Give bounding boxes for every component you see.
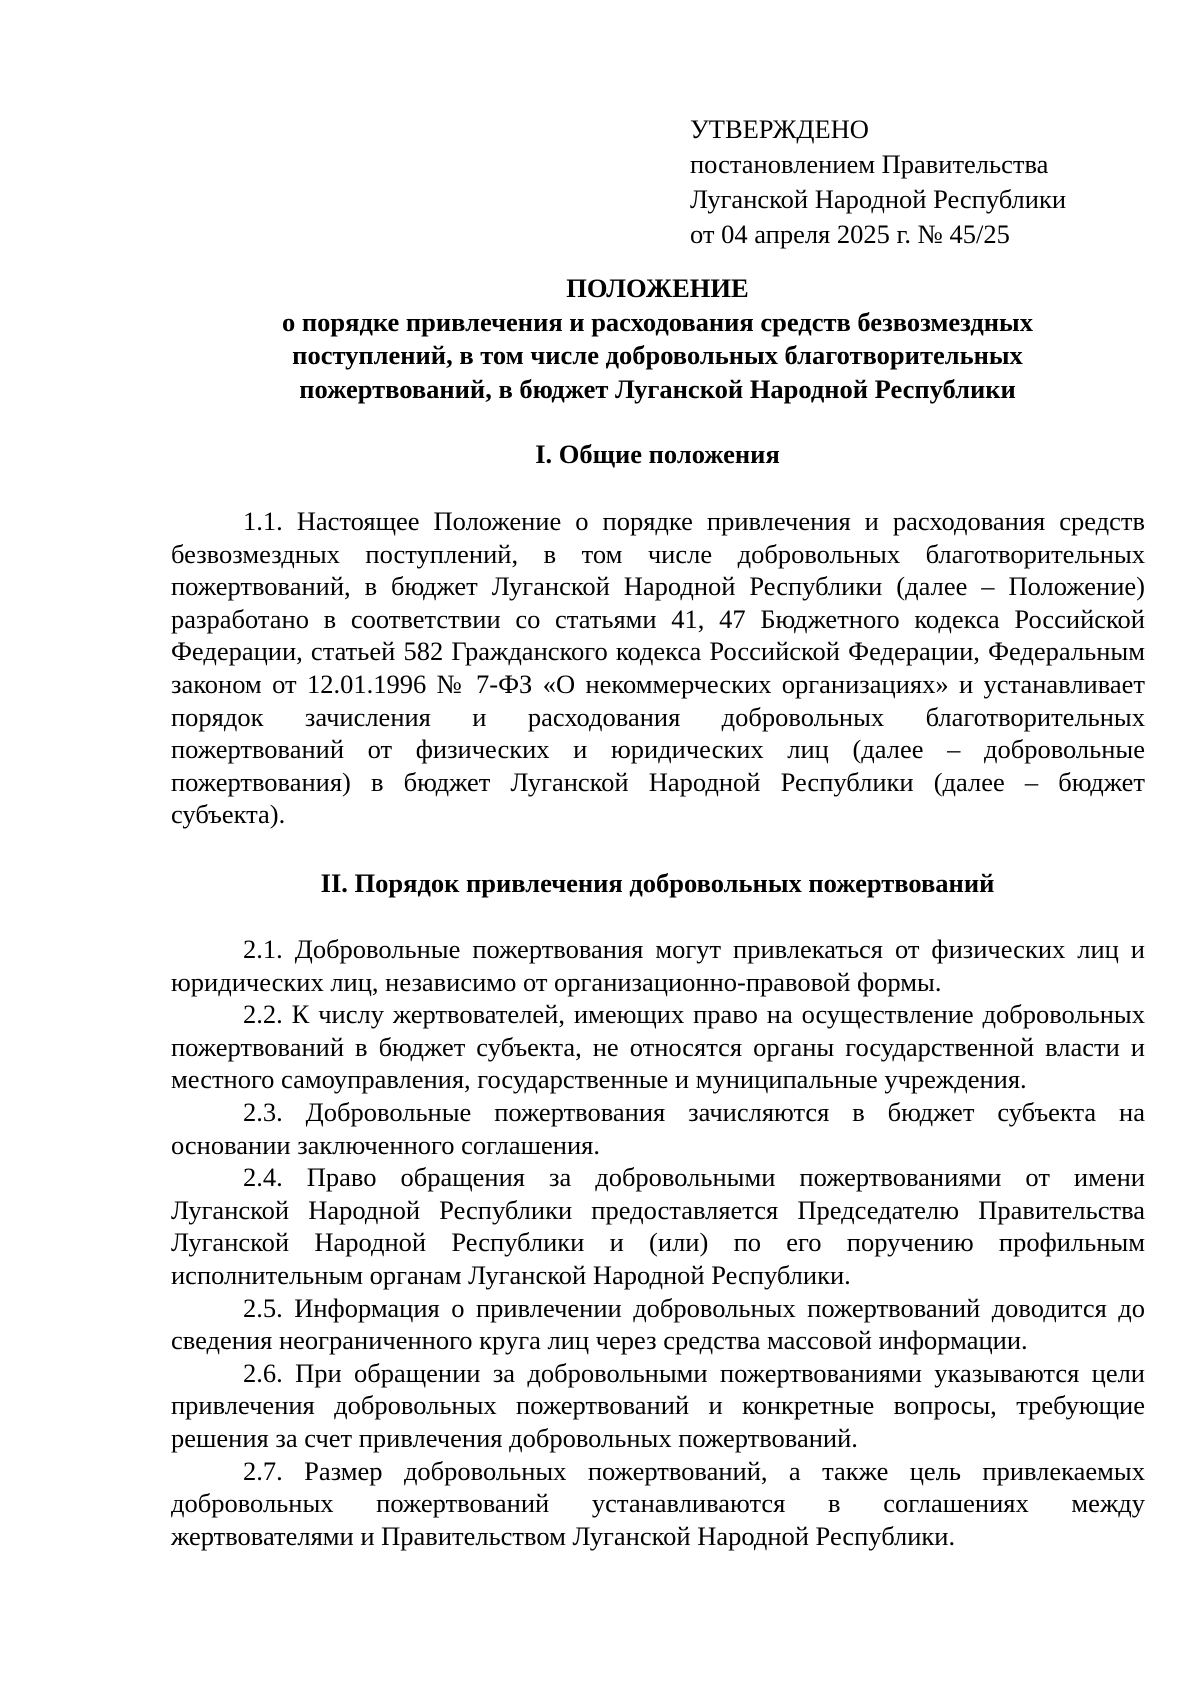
paragraph-2-4: 2.4. Право обращения за добровольными пожертвованиями от имени Луганской Народной Республики предоставляется Председателю Правительства Луганской Народной Республики и (или) по его поручению профильным исполнительным органам Луганской Народной Республики.: [171, 1162, 1145, 1290]
paragraph-2-2: 2.2. К числу жертвователей, имеющих право на осуществление добровольных пожертвований в бюджет субъекта, не относятся органы государственной власти и местного самоуправления, государственные и муниципальные учреждения.: [171, 999, 1145, 1095]
approval-line: УТВЕРЖДЕНО: [690, 114, 869, 144]
title-subtitle-line: поступлений, в том числе добровольных благотворительных: [292, 340, 1023, 370]
approval-date-line: от 04 апреля 2025 г. № 45/25: [690, 219, 1010, 249]
section-1-body: [171, 505, 1145, 831]
paragraph-2-5: 2.5. Информация о привлечении добровольных пожертвований доводится до сведения неограниченного круга лиц через средства массовой информации.: [171, 1292, 1145, 1356]
document-title: [170, 272, 1145, 406]
title-subtitle-line: пожертвований, в бюджет Луганской Народной Республики: [299, 373, 1016, 404]
approval-line: Луганской Народной Республики: [690, 184, 1067, 214]
title-subtitle-line: о порядке привлечения и расходования средств безвозмездных: [282, 306, 1033, 337]
section-heading-2: II. Порядок привлечения добровольных пожертвований: [320, 868, 995, 898]
title-main: ПОЛОЖЕНИЕ: [566, 273, 749, 303]
paragraph-2-3: 2.3. Добровольные пожертвования зачисляются в бюджет субъекта на основании заключенного соглашения.: [171, 1096, 1145, 1160]
section-2-body: [171, 933, 1145, 1552]
paragraph-2-7: 2.7. Размер добровольных пожертвований, а также цель привлекаемых добровольных пожертвований устанавливаются в соглашениях между жертвователями и Правительством Луганской Народной Республики.: [171, 1455, 1145, 1551]
approval-line: постановлением Правительства: [690, 149, 1049, 179]
approval-stamp-block: [690, 112, 1066, 252]
paragraph-1-1: 1.1. Настоящее Положение о порядке привлечения и расходования средств безвозмездных поступлений, в том числе добровольных благотворительных пожертвований, в бюджет Луганской Народной Республики (далее – Положение) разработано в соответствии со статьями 41, 47 Бюджетного кодекса Российской Федерации, статьей 582 Гражданского кодекса Российской Федерации, Федеральным законом от 12.01.1996 № 7-ФЗ «О некоммерческих организациях» и устанавливает порядок зачисления и расходования добровольных благотворительных пожертвований от физических и юридических лиц (далее – добровольные пожертвования) в бюджет Луганской Народной Республики (далее – бюджет субъекта).: [171, 506, 1145, 830]
paragraph-2-6: 2.6. При обращении за добровольными пожертвованиями указываются цели привлечения добровольных пожертвований и конкретные вопросы, требующие решения за счет привлечения добровольных пожертвований.: [171, 1357, 1145, 1453]
section-heading-1: I. Общие положения: [535, 439, 780, 469]
paragraph-2-1: 2.1. Добровольные пожертвования могут привлекаться от физических лиц и юридических лиц, независимо от организационно-правовой формы.: [171, 934, 1145, 997]
